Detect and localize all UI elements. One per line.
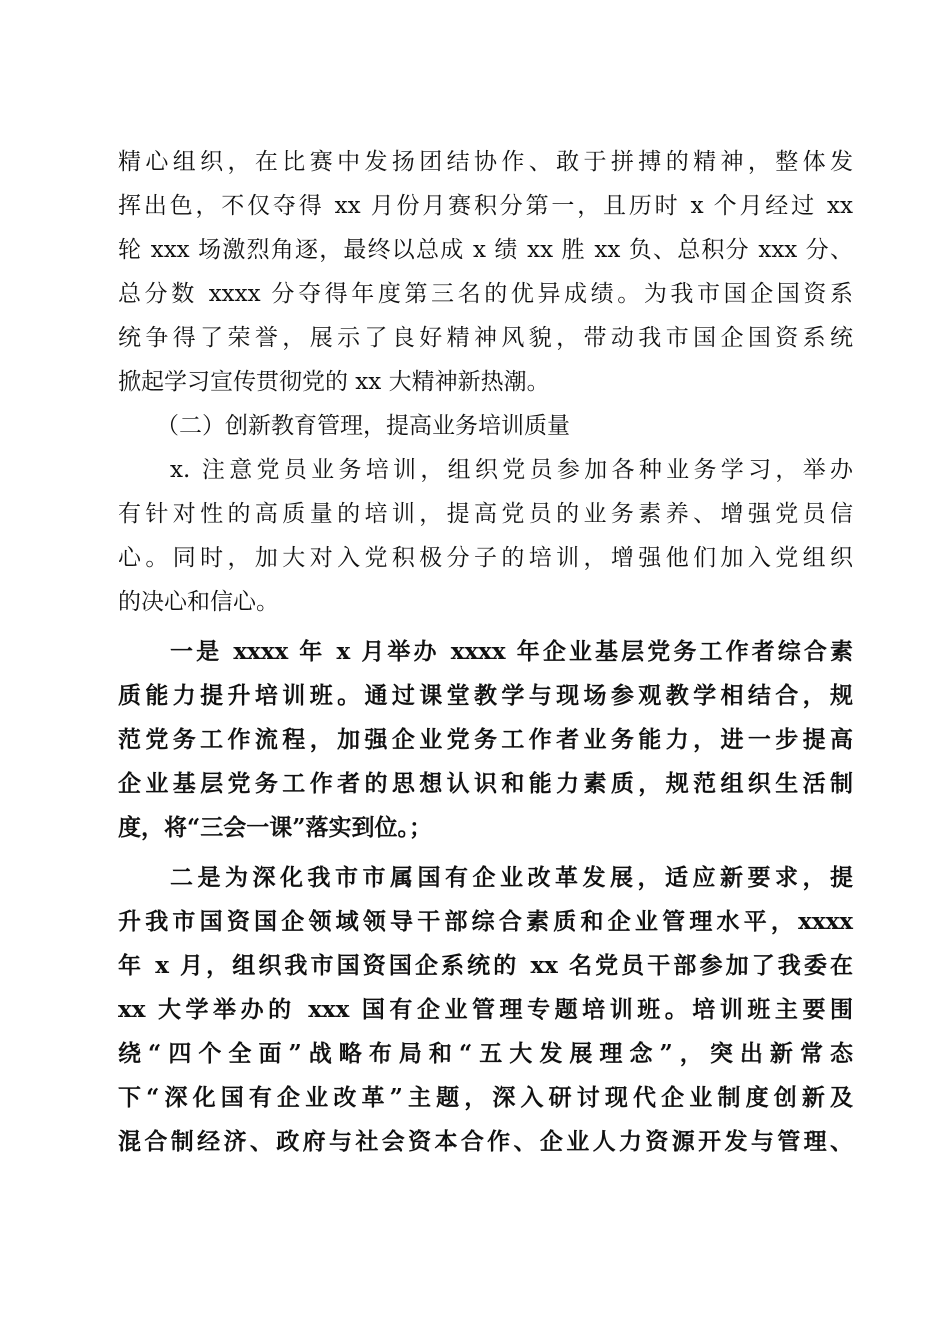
- text-line: 挥出色，不仅夺得 xx 月份月赛积分第一，且历时 x 个月经过 xx: [118, 193, 853, 219]
- text-line: 掀起学习宣传贯彻党的 xx 大精神新热潮。: [118, 369, 550, 395]
- paragraph-1: [118, 140, 853, 404]
- text-line: 二是为深化我市市属国有企业改革发展，适应新要求，提: [170, 864, 853, 891]
- text-line: 企业基层党务工作者的思想认识和能力素质，规范组织生活制: [118, 770, 853, 797]
- text-line: xx 大学举办的 xxx 国有企业管理专题培训班。培训班主要围: [118, 996, 853, 1023]
- document-body: [118, 140, 853, 1164]
- text-line: 总分数 xxxx 分夺得年度第三名的优异成绩。为我市国企国资系: [118, 281, 853, 307]
- text-line: 的决心和信心。: [118, 589, 279, 615]
- text-line: 度，将“三会一课”落实到位。；: [118, 814, 432, 841]
- section-heading: [118, 404, 853, 448]
- text-line: 一是 xxxx 年 x 月举办 xxxx 年企业基层党务工作者综合素: [170, 638, 853, 665]
- paragraph-2: [118, 448, 853, 624]
- text-line: 下“深化国有企业改革”主题，深入研讨现代企业制度创新及: [118, 1084, 853, 1111]
- paragraph-3: [118, 630, 853, 850]
- text-line: 质能力提升培训班。通过课堂教学与现场参观教学相结合，规: [118, 682, 853, 709]
- text-line: 精心组织，在比赛中发扬团结协作、敢于拼搏的精神，整体发: [118, 149, 853, 175]
- text-line: 心。同时，加大对入党积极分子的培训，增强他们加入党组织: [118, 545, 853, 571]
- text-line: 年 x 月，组织我市国资国企系统的 xx 名党员干部参加了我委在: [118, 952, 853, 979]
- text-line: 范党务工作流程，加强企业党务工作者业务能力，进一步提高: [118, 726, 853, 753]
- text-line: 轮 xxx 场激烈角逐，最终以总成 x 绩 xx 胜 xx 负、总积分 xxx 分、: [118, 237, 853, 263]
- paragraph-4: [118, 856, 853, 1164]
- text-line: 混合制经济、政府与社会资本合作、企业人力资源开发与管理、: [118, 1128, 853, 1155]
- text-line: 统争得了荣誉，展示了良好精神风貌，带动我市国企国资系统: [118, 325, 853, 351]
- text-line: x. 注意党员业务培训，组织党员参加各种业务学习，举办: [170, 457, 853, 483]
- section-heading-text: （二）创新教育管理，提高业务培训质量: [156, 413, 570, 439]
- text-line: 升我市国资国企领域领导干部综合素质和企业管理水平，xxxx: [118, 908, 853, 935]
- text-line: 绕“四个全面”战略布局和“五大发展理念”，突出新常态: [118, 1040, 853, 1067]
- text-line: 有针对性的高质量的培训，提高党员的业务素养、增强党员信: [118, 501, 853, 527]
